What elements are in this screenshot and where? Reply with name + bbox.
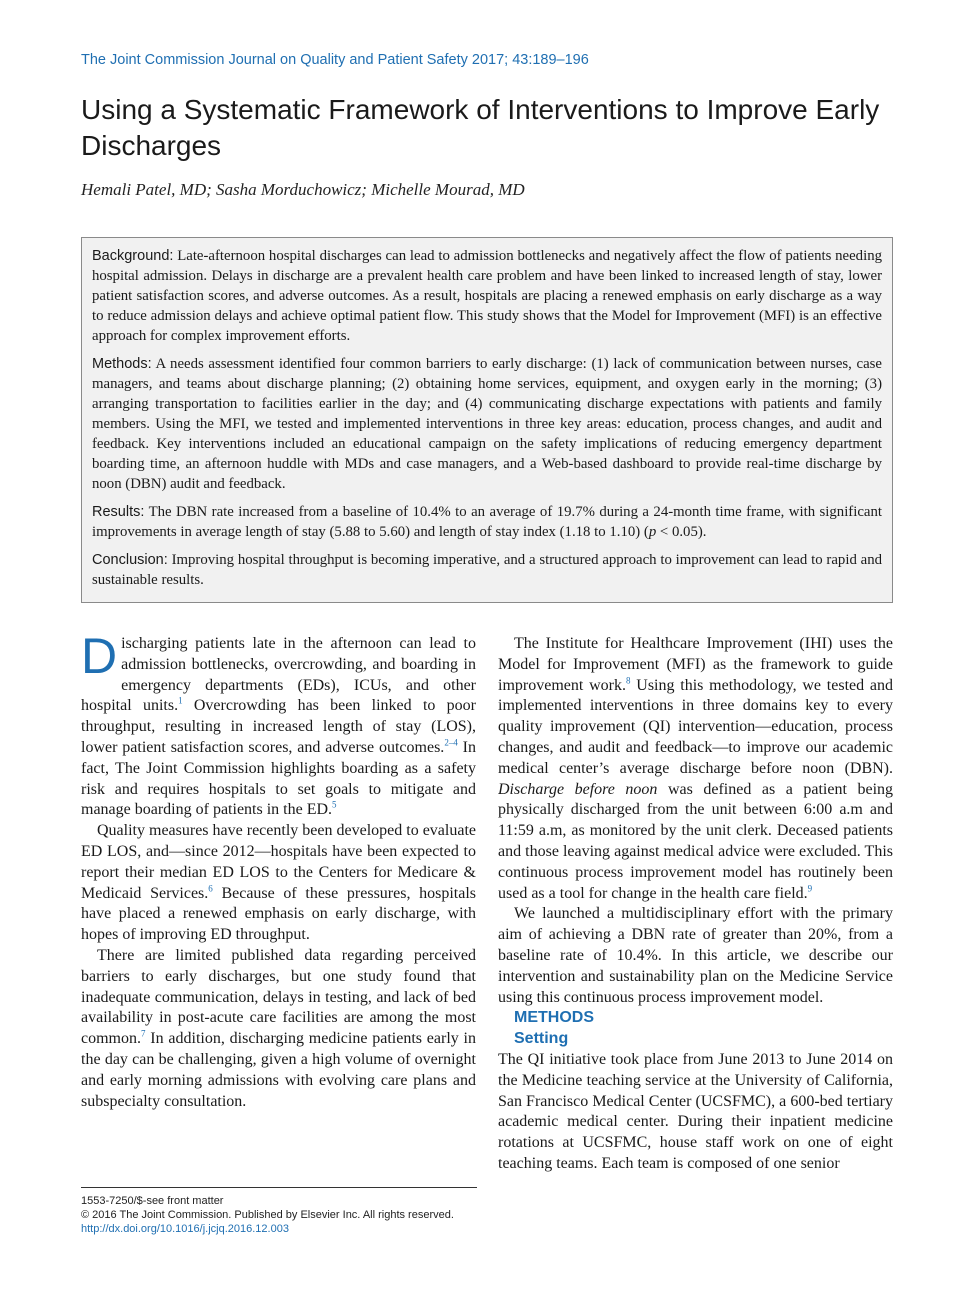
article-title: Using a Systematic Framework of Interventions to Improve Early Discharges xyxy=(81,94,880,161)
doi-link[interactable]: http://dx.doi.org/10.1016/j.jcjq.2016.12.003 xyxy=(81,1223,289,1235)
body-text: Overcrowding has been linked to poor throughput, resulting in increased length of stay (LOS), lower patient satisfaction scores, and adverse outcomes. xyxy=(81,697,476,756)
issn-line: 1553-7250/$-see front matter xyxy=(81,1195,224,1207)
setting-heading: Setting xyxy=(514,1030,569,1048)
methods-heading: METHODS xyxy=(514,1009,594,1027)
background-label: Background: xyxy=(92,248,174,264)
abstract-background xyxy=(92,246,882,346)
author-list: Hemali Patel, MD; Sasha Morduchowicz; Michelle Mourad, MD xyxy=(81,180,525,199)
conclusion-text: Improving hospital throughput is becoming imperative, and a structured approach to improvement can lead to rapid and sustainable results. xyxy=(92,552,883,588)
abstract-methods xyxy=(92,354,882,494)
drop-cap: D xyxy=(81,634,118,684)
abstract-box xyxy=(81,237,893,603)
copyright-line: © 2016 The Joint Commission. Published by Elsevier Inc. All rights reserved. xyxy=(81,1209,454,1221)
intro-paragraph-3 xyxy=(81,946,476,1112)
methods-text: A needs assessment identified four common barriers to early discharge: (1) lack of communication between nurses, case managers, and teams about discharge planning; (2) obtaining home services, equipment, and oxygen early in the morning; (3) arranging transportation to facilities earlier in the day; and (4) communicating discharge expectations with patients and family members. Using the MFI, we tested and implemented interventions in three key areas: education, process changes, and audit and feedback. Key interventions included an educational campaign on the safety implications of reducing emergency department boarding time, an afternoon huddle with MDs and case managers, and a Web-based dashboard to provide real-time discharge by noon (DBN) audit and feedback. xyxy=(92,356,882,492)
reference-link[interactable]: 6 xyxy=(208,883,213,894)
journal-citation: The Joint Commission Journal on Quality and Patient Safety 2017; 43:189–196 xyxy=(81,52,589,68)
abstract-results xyxy=(92,502,882,542)
body-text: In fact, The Joint Commission highlights boarding as a safety risk and requires hospitals to set goals to mitigate and manage boarding of patients in the ED. xyxy=(81,738,476,819)
results-p-symbol: p xyxy=(648,524,657,540)
right-column xyxy=(498,634,893,1244)
conclusion-label: Conclusion: xyxy=(92,552,168,568)
reference-link[interactable]: 9 xyxy=(807,883,813,894)
intro-paragraph-2 xyxy=(81,821,476,946)
results-text-end: < 0.05). xyxy=(656,524,707,540)
reference-link[interactable]: 7 xyxy=(141,1028,146,1039)
background-text: Late-afternoon hospital discharges can lead to admission bottlenecks and negatively affect the flow of patients needing hospital admission. Delays in discharge are a prevalent health care problem and have been linked to increased length of stay, lower patient satisfaction scores, and adverse outcomes. As a result, hospitals are placing a renewed emphasis on early discharge as a way to reduce admission delays and achieve optimal patient flow. This study shows that the Model for Improvement (MFI) is an effective approach for complex improvement efforts. xyxy=(92,248,882,344)
copyright-footnote xyxy=(81,1187,477,1236)
body-text: ischarging patients late in the afternoon can lead to admission bottlenecks, overcrowding, and boarding in emergency departments (EDs), ICUs, and other hospital units. xyxy=(81,635,476,715)
results-text: The DBN rate increased from a baseline of 10.4% to an average of 19.7% during a 24-month time frame, with significant improvements in average length of stay (5.88 to 5.60) and length of stay index (1.18 to 1.10) ( xyxy=(92,504,882,540)
body-text: Quality measures have recently been developed to evaluate ED LOS, and—since 2012—hospitals have been expected to report their median ED LOS to the Centers for Medicare & Medicaid Services. xyxy=(81,822,476,902)
body-text: was defined as a patient being physically discharged from the unit between 6:00 a.m and 11:59 a.m, as monitored by the unit clerk. Deceased patients and those leaving against medical advice were excluded. This continuous process improvement model has routinely been used as a tool for change in the health care field. xyxy=(498,780,893,902)
intro-paragraph-5: We launched a multidisciplinary effort with the primary aim of achieving a DBN rate of greater than 20%, from a baseline rate of 10.4%. In this article, we describe our intervention and sustainability plan on the Medicine Service using this continuous process improvement model. xyxy=(498,905,893,1006)
left-column xyxy=(81,634,476,1114)
body-text: Using this methodology, we tested and implemented interventions in three domains key to every quality improvement (QI) intervention—education, process changes, and audit and feedback—to improve our academic medical center’s average discharge before noon (DBN). xyxy=(498,676,893,777)
body-text: Because of these pressures, hospitals have placed a renewed emphasis on early discharge, with hopes of improving ED throughput. xyxy=(81,884,476,944)
reference-link[interactable]: 1 xyxy=(178,696,183,707)
setting-paragraph: The QI initiative took place from June 2013 to June 2014 on the Medicine teaching service at the University of California, San Francisco Medical Center (UCSFMC), a 600-bed tertiary academic medical center. During their inpatient medicine rotations at UCSFMC, house staff work on one of eight teaching teams. Each team is composed of one senior xyxy=(498,1050,893,1172)
reference-link[interactable]: 2–4 xyxy=(444,737,458,748)
body-text: In addition, discharging medicine patients early in the day can be challenging, given a high volume of overnight and early morning admissions with evolving care plans and subspecialty consultation. xyxy=(81,1030,476,1110)
results-label: Results: xyxy=(92,504,145,520)
intro-paragraph-1 xyxy=(81,634,476,821)
body-text: There are limited published data regarding perceived barriers to early discharges, but one study found that inadequate communication, delays in testing, and lack of bed availability in post-acute care facilities are among the most common. xyxy=(81,946,476,1048)
methods-label: Methods: xyxy=(92,356,152,372)
intro-paragraph-4 xyxy=(498,634,893,904)
abstract-conclusion xyxy=(92,550,882,590)
reference-link[interactable]: 5 xyxy=(332,800,337,811)
body-text: The Institute for Healthcare Improvement (IHI) uses the Model for Improvement (MFI) as the framework to guide improvement work. xyxy=(498,635,893,694)
reference-link[interactable]: 8 xyxy=(625,675,631,686)
defined-term: Discharge before noon xyxy=(498,780,658,798)
